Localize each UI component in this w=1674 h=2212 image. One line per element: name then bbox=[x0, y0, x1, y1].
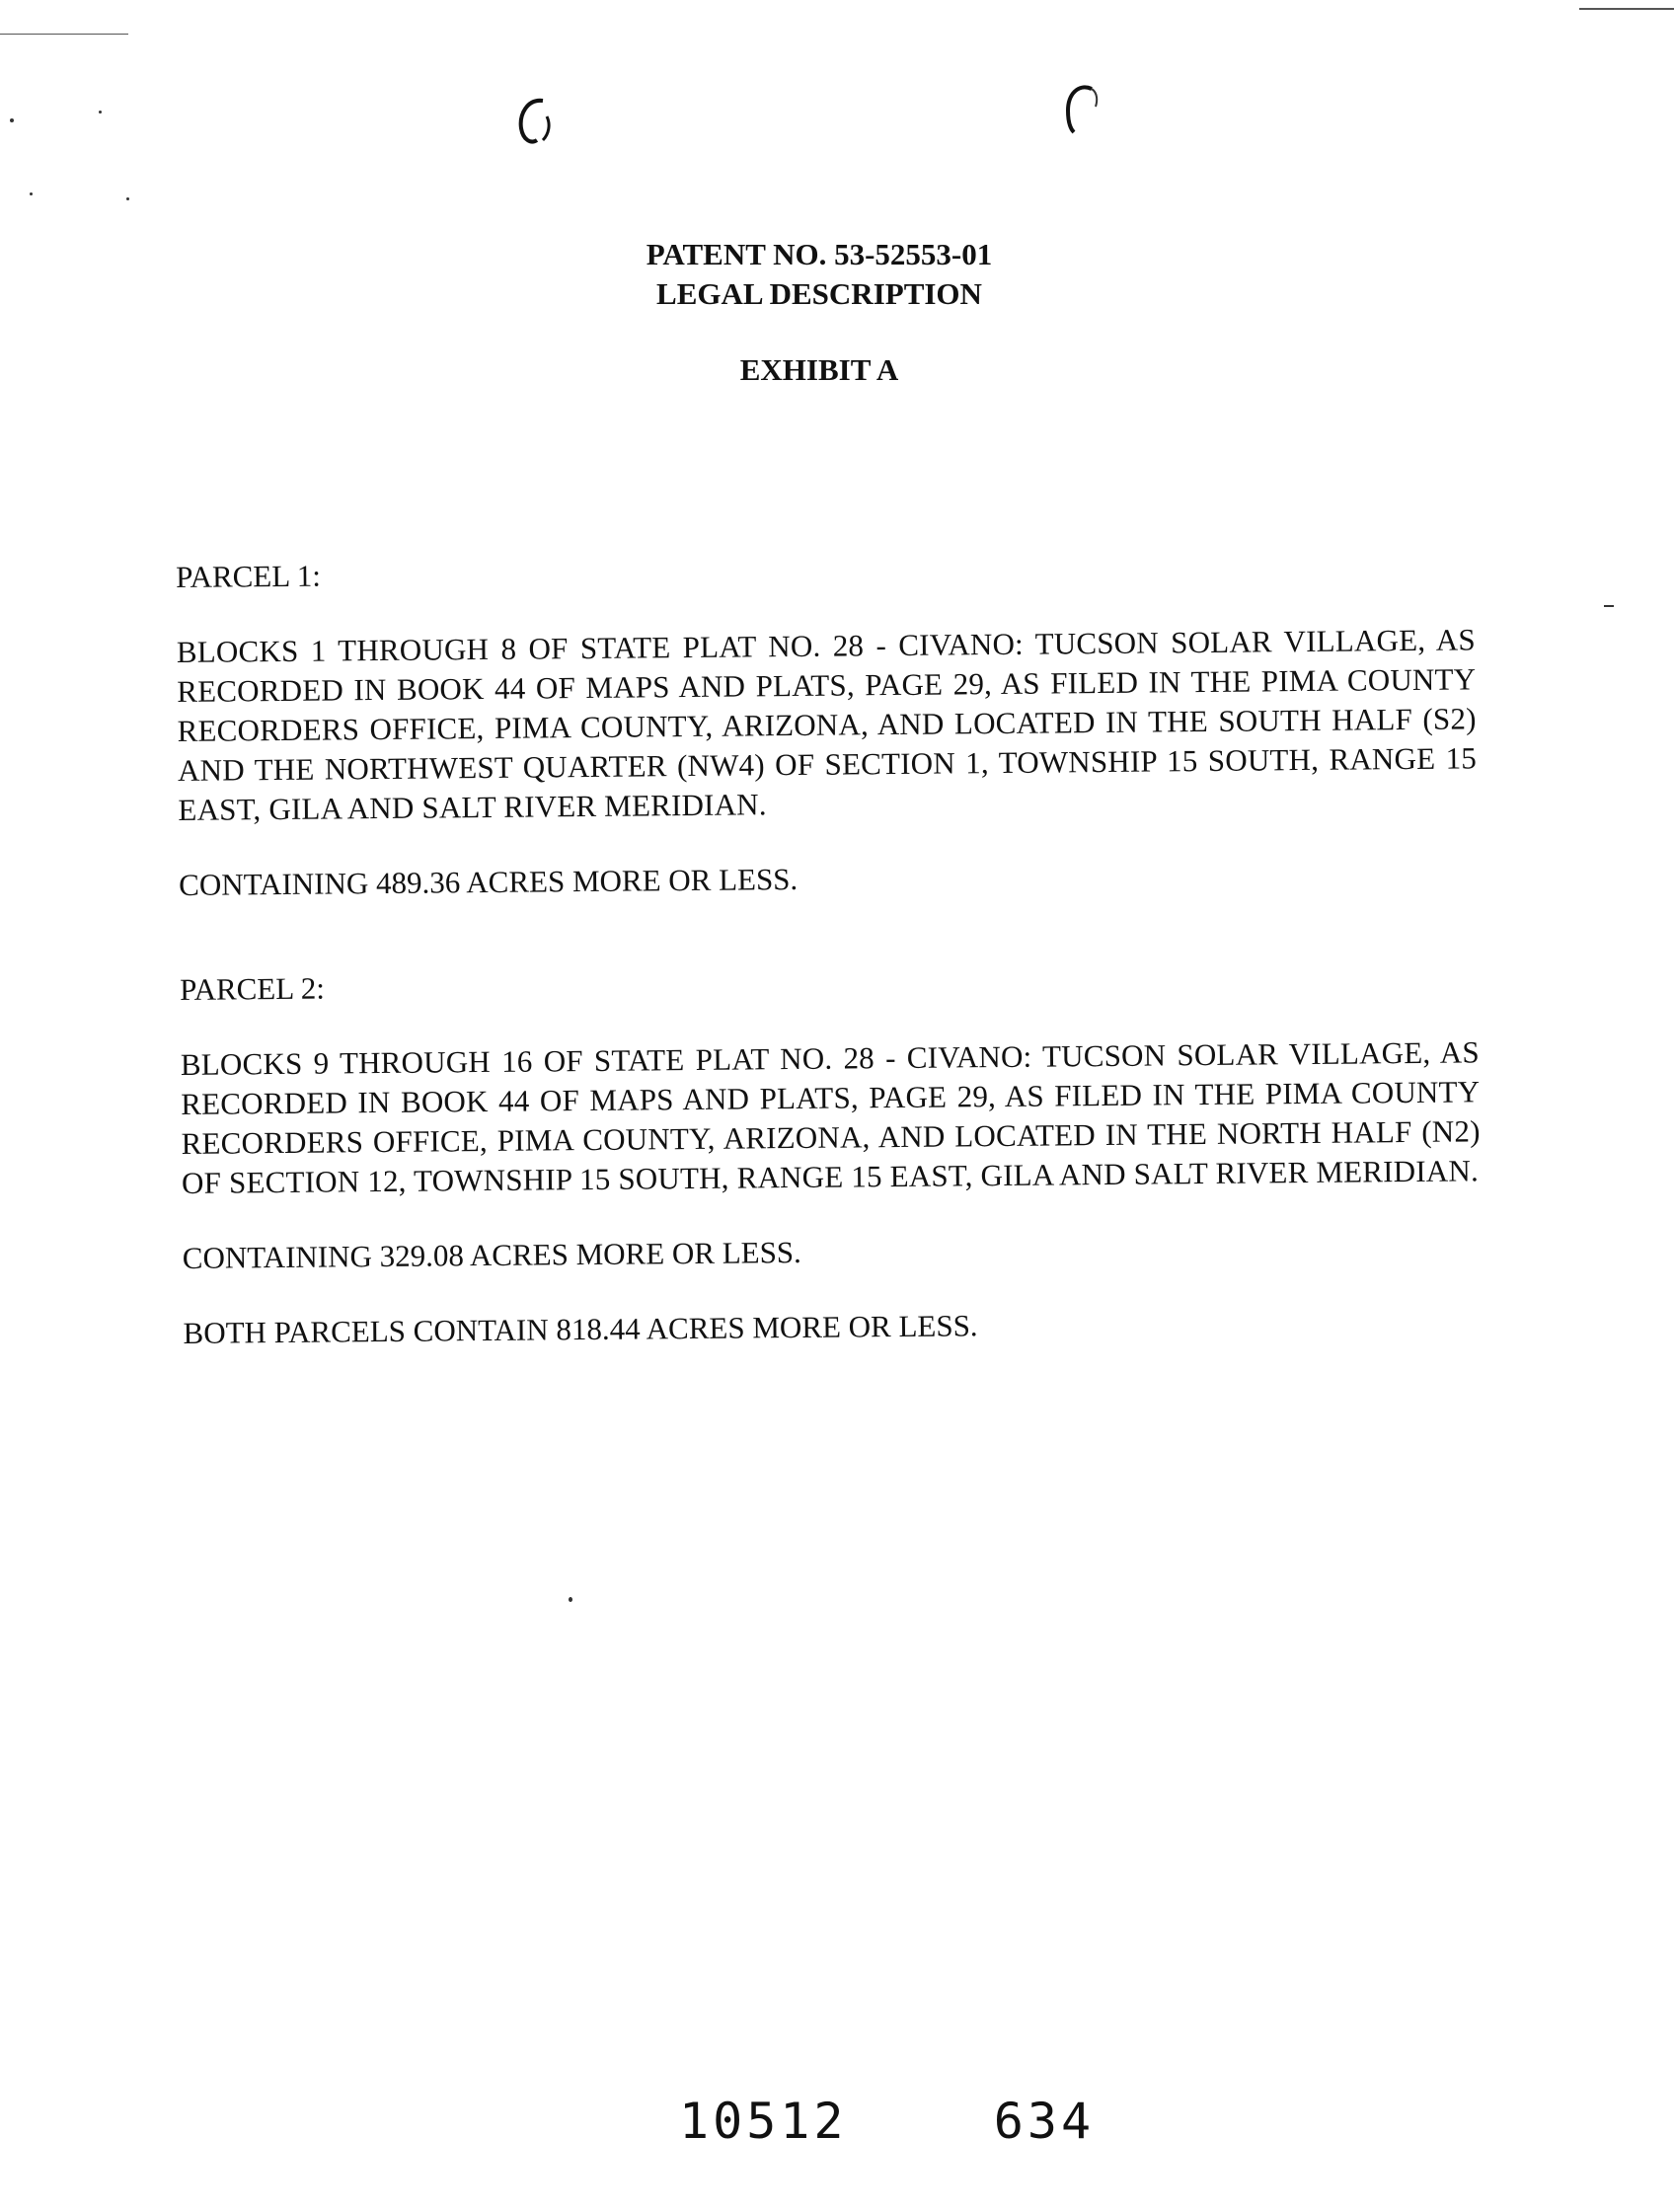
patent-number: PATENT NO. 53-52553-01 bbox=[646, 237, 993, 271]
parcel-2-containing: CONTAINING 329.08 ACRES MORE OR LESS. bbox=[182, 1234, 801, 1275]
stamp-book-number: 10512 bbox=[679, 2093, 848, 2150]
scan-artifact-line bbox=[1579, 8, 1674, 10]
total-acreage: BOTH PARCELS CONTAIN 818.44 ACRES MORE OR LESS. bbox=[183, 1308, 978, 1350]
scan-speck bbox=[569, 1597, 572, 1602]
parcel-2-description: BLOCKS 9 THROUGH 16 OF STATE PLAT NO. 28 - CIVANO: TUCSON SOLAR VILLAGE, AS RECORDED IN BOOK 44 OF MAPS AND PLATS, PAGE 29, AS FILED IN THE PIMA COUNTY RECORDERS OFFICE, PIMA COUNTY, ARIZONA, AND LOCATED IN THE NORTH HALF (N2) OF SECTION 12, TOWNSHIP 15 SOUTH, RANGE 15 EAST, GILA AND SALT RIVER MERIDIAN. bbox=[180, 1034, 1481, 1200]
parcel-1-containing: CONTAINING 489.36 ACRES MORE OR LESS. bbox=[179, 861, 799, 902]
scan-speck bbox=[1604, 605, 1614, 607]
exhibit-title: EXHIBIT A bbox=[739, 352, 899, 387]
scan-speck bbox=[126, 197, 129, 200]
section-spacer bbox=[179, 892, 1479, 970]
hole-punch-mark-icon bbox=[1058, 81, 1102, 136]
legal-description-body bbox=[176, 545, 1483, 1353]
scan-artifact-line bbox=[0, 34, 128, 35]
document-header bbox=[553, 235, 1086, 314]
recording-stamp bbox=[679, 2093, 1095, 2150]
parcel-1-label: PARCEL 1: bbox=[176, 558, 322, 594]
stamp-page-number: 634 bbox=[993, 2093, 1096, 2150]
document-subtitle: LEGAL DESCRIPTION bbox=[656, 276, 982, 311]
scan-speck bbox=[10, 118, 14, 122]
scan-speck bbox=[99, 111, 102, 114]
scan-speck bbox=[30, 192, 33, 195]
hole-punch-mark-icon bbox=[513, 95, 557, 150]
parcel-2-label: PARCEL 2: bbox=[180, 970, 326, 1007]
parcel-1-description: BLOCKS 1 THROUGH 8 OF STATE PLAT NO. 28 - CIVANO: TUCSON SOLAR VILLAGE, AS RECORDED IN BOOK 44 OF MAPS AND PLATS, PAGE 29, AS FILED IN THE PIMA COUNTY RECORDERS OFFICE, PIMA COUNTY, ARIZONA, AND LOCATED IN THE SOUTH HALF (S2) AND THE NORTHWEST QUARTER (NW4) OF SECTION 1, TOWNSHIP 15 SOUTH, RANGE 15 EAST, GILA AND SALT RIVER MERIDIAN. bbox=[176, 622, 1478, 827]
